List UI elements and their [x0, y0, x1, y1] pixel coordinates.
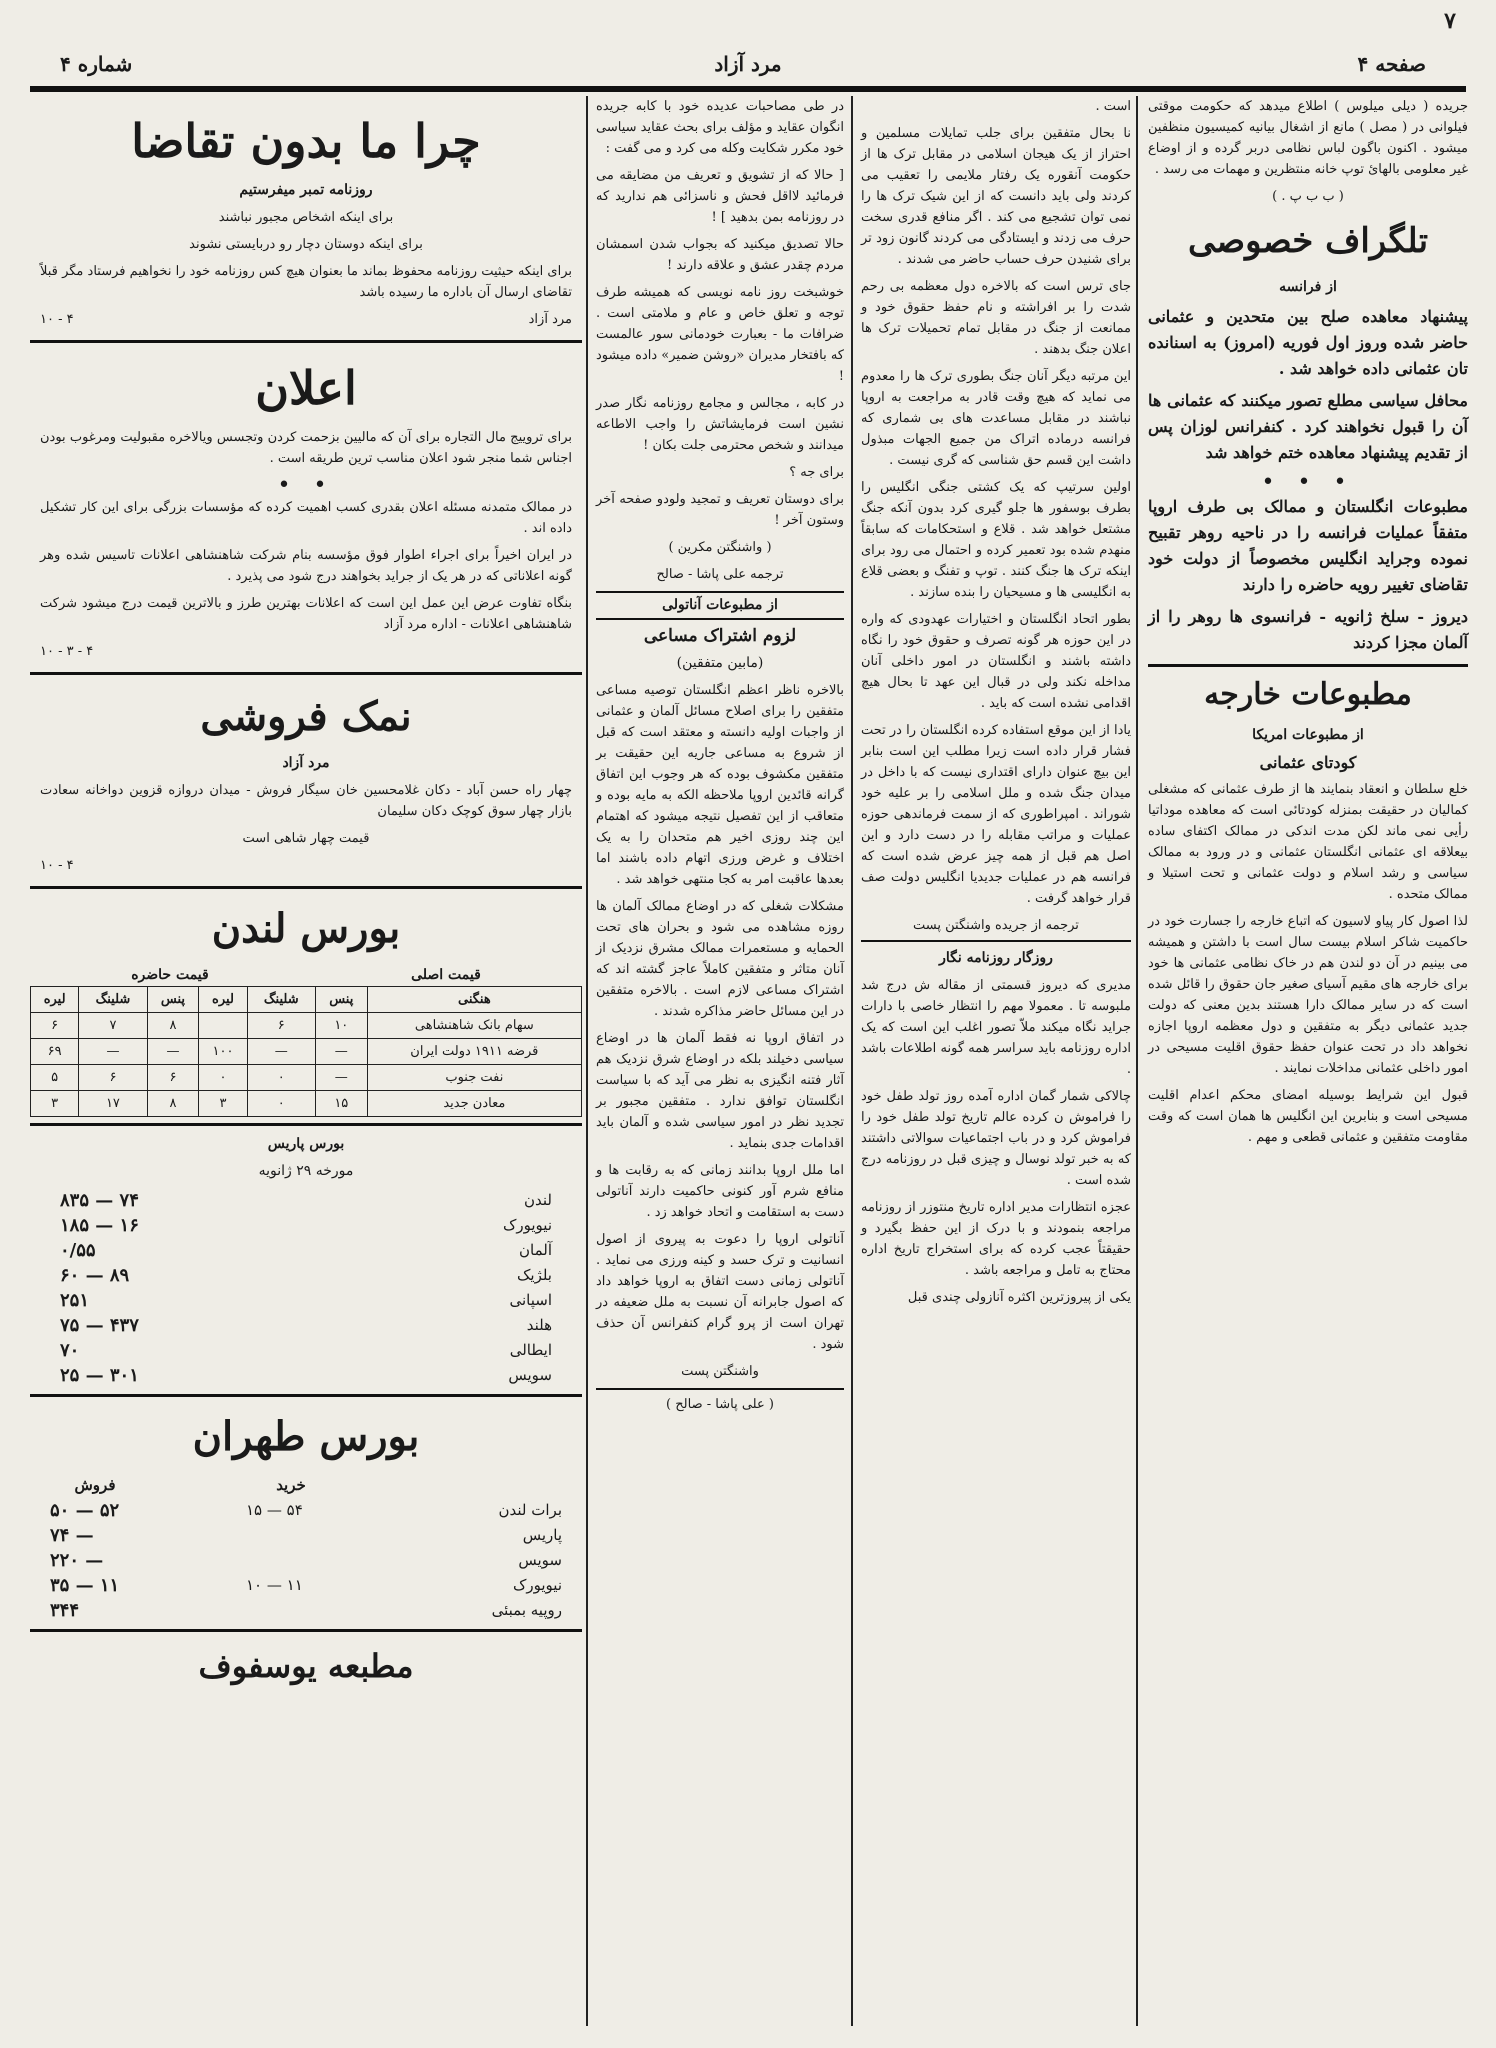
salt-headline: نمک فروشی — [200, 693, 412, 740]
paragraph: اولین سرتیپ که یک کشتی جنگی انگلیس را بطرف بوسفور ها جلو گیری کرد بدون آنکه جنگ مشتعل خواهد شد . قلاع و استحکامات که سابقاً منهدم شده بود تعمیر کرده و احتمال می رود برای اینکه ترک ها جنگ کنند . توپ و تفنگ و بعضی قلاع به انگلیسی ها و مسیحیان را بنده سازند . — [861, 480, 1131, 600]
rate: ۱۸۵ — ۱۶ — [60, 1215, 139, 1236]
table-cell: — — [79, 1039, 147, 1065]
page-number: صفحه ۴ — [1357, 52, 1426, 76]
paragraph: در طی مصاحبات عدیده خود با کابه جریده انگوان عقاید و مؤلف برای بحث عقاید سیاسی خود مکرر شکایت وکله می کرد و می گفت : — [596, 99, 844, 156]
column-4 — [30, 96, 582, 2026]
rate: ۲۵۱ — [60, 1290, 90, 1311]
city: هلند — [526, 1316, 552, 1334]
rate: ۲۵ — ۳۰۱ — [60, 1365, 139, 1386]
city: آلمان — [519, 1241, 552, 1259]
list-item — [30, 1498, 582, 1523]
paragraph: نا بحال متفقین برای جلب تمایلات مسلمین و احتراز از یک هیجان اسلامی در مقابل ترک ها از حکومت آنقوره یک رفتار ملایمی را تعقیب می کردند ولی باید دانست که از این شیک ترک ها را نمی توان تشجیع می کند . اگر منافع قدری سخت حرف می زدند و ایستادگی می کردند گانون زود تر برای شنیدن حرف حساب حاضر می شدند . — [861, 126, 1131, 267]
sell-rate: ۵۰ — ۵۲ — [50, 1500, 120, 1521]
article-subtitle: (مابین متفقین) — [676, 655, 764, 671]
paragraph: این مرتبه دیگر آنان جنگ بطوری ترک ها را معدوم می نماید که هیچ وقت قادر به مراجعت به اروپا نباشند در مقابل مساعدت های بی شماری که فرانسه درماده اتراک من جمیع الجهات مبذول داشت این قسم حق شناسی که گری نیست . — [861, 369, 1131, 468]
corner-mark: ۷ — [1444, 8, 1456, 34]
foreign-press-headline: مطبوعات خارجه — [1204, 677, 1412, 712]
advertisement-notice — [30, 343, 582, 675]
notice-headline: چرا ما بدون تقاضا — [131, 114, 481, 168]
table-cell: ۶۹ — [31, 1039, 79, 1065]
buy-rate — [246, 1550, 336, 1571]
paragraph: است . — [1095, 99, 1131, 114]
sell-rate: ۲۲۰ — — [50, 1550, 104, 1571]
paragraph: آناتولی اروپا را دعوت به پیروی از اصول انسانیت و ترک حسد و کینه ورزی می نماید . آناتولی زمانی دست اتفاق به اروپا خواهد داد که اصول جابرانه آن نسبت به ملل ضعیفه در تهران است از پرو گرام کنفرانس آن حذف شود . — [596, 1232, 844, 1352]
table-row — [31, 1091, 582, 1117]
table-cell: ۱۰ — [315, 1013, 367, 1039]
paragraph: مطبوعات انگلستان و ممالک بی طرف اروپا متفقاً عملیات فرانسه را در ناحیه روهر تقبیح نموده وجراید انگلیس مخصوصاً از دولت خود تقاضای تغییر رویه حاضره را دارند — [1148, 497, 1468, 594]
column-header: پنس — [147, 987, 199, 1013]
source-credit: ترجمه از جریده واشنگتن پست — [861, 915, 1131, 942]
item: نیویورک — [512, 1576, 562, 1594]
city: سویس — [508, 1366, 552, 1384]
table-cell: ۳ — [31, 1091, 79, 1117]
separator-dots: • • • — [1261, 470, 1355, 495]
buy-rate — [246, 1525, 336, 1546]
list-item — [30, 1213, 582, 1238]
paragraph: بطور اتحاد انگلستان و اختیارات عهدودی که واره در این حوزه هر گونه تصرف و حقوق خود را نگاه داشته باشند و انگلستان در امور داخلی آنان مداخله نکند ولی در قبال این عهد تا بحال هیچ اقدامی نشده است که باید . — [861, 612, 1131, 711]
translator-credit: ( علی پاشا - صالح ) — [596, 1388, 844, 1415]
table-cell: ۶ — [79, 1065, 147, 1091]
paris-date: مورخه ۲۹ ژانویه — [258, 1163, 354, 1179]
list-item — [30, 1263, 582, 1288]
table-cell: ۰ — [199, 1065, 247, 1091]
paragraph: جای ترس است که بالاخره دول معظمه بی رحم شدت را بر افراشته و نام حفظ حقوق خود و ممانعت از جنگ در مقابل تمام تحمیلات ترک ها اعلان جنگ بدهند . — [861, 279, 1131, 357]
paragraph: چالاکی شمار گمان اداره آمده روز تولد طفل خود را فراموش ن کرده عالم تاریخ تولد طفل خود را فراموش کرد و در باب اجتماعیات سوالاتی داشتند که به خبر تولد نوسال و چیزی قبل در روزنامه درج شده است . — [861, 1089, 1131, 1188]
current-price-label: قیمت حاضره — [131, 967, 209, 983]
list-item — [30, 1188, 582, 1213]
london-table — [30, 986, 582, 1117]
table-cell: ۵ — [31, 1065, 79, 1091]
list-item — [30, 1238, 582, 1263]
table-cell: — — [315, 1065, 367, 1091]
city: نیویورک — [502, 1216, 552, 1234]
item: سویس — [518, 1551, 562, 1569]
table-row — [31, 1065, 582, 1091]
ad-number: ۱۰ - ۳ - ۴ — [40, 644, 94, 659]
paragraph: دیروز - سلخ ژانویه - فرانسوی ها روهر را از آلمان مجزا کردند — [1148, 604, 1468, 667]
paris-bourse — [30, 1126, 582, 1397]
paragraph: جریده ( دیلی میلوس ) اطلاع میدهد که حکومت موقتی فیلوانی در ( مصل ) مانع از اشغال بیانیه کمیسیون منظفین میشود . اکنون باگون لباس نظامی دربر گرده و از اوضاع غیر معلومی بالهائ توپ خانه منتظرین و مهمات می رسد . — [1148, 99, 1468, 177]
article-title: لزوم اشتراک مساعی — [643, 626, 797, 646]
table-cell — [199, 1013, 247, 1039]
table-header-row — [31, 987, 582, 1013]
paragraph: برای دوستان تعریف و تمجید ولودو صفحه آخر وستون آخر ! — [596, 492, 844, 528]
paragraph: بنگاه تفاوت عرض این عمل این است که اعلانات بهترین طرز و بالاترین قیمت درج میشود شرکت شاهنشاهی اعلانات - اداره مرد آزاد — [40, 596, 572, 632]
column-header: پنس — [315, 987, 367, 1013]
table-cell: ۱۵ — [315, 1091, 367, 1117]
paragraph: مدیری که دیروز قسمتی از مقاله ش درج شد ملبوسه تا . معمولا مهم را انتظار خاصی با دارات جراید نگاه میکند ملاّ تصور اغلب این است که یک اداره روزنامه باید سراسر همه گونه اطلاعات باشد . — [861, 978, 1131, 1077]
salt-number: ۱۰ - ۴ — [40, 858, 74, 873]
buy-rate — [246, 1600, 336, 1621]
table-cell: قرضه ۱۹۱۱ دولت ایران — [367, 1039, 581, 1065]
tehran-headline: بورس طهران — [192, 1413, 420, 1460]
original-price-label: قیمت اصلی — [411, 967, 481, 983]
list-item — [30, 1338, 582, 1363]
list-item — [30, 1598, 582, 1623]
paragraph: خلع سلطان و انعقاد بنمایند ها از طرف عثمانی که مشغلی کمالیان در حقیقت بمنزله کودتائی است که معاهده موداتیا رأیی نمی ماند لکن مدت اندکی در ممالک اکتفای ساده بیعلاقه ای عثمانی انگلستان عثمانی و در ورود به ممالک سیاسی و رشد اسلام و دولت عثمانی و تحت استیلا و ممالک متحده . — [1148, 782, 1468, 902]
salt-sales-notice — [30, 675, 582, 889]
paragraph: چهار راه حسن آباد - دکان غلامحسین خان سیگار فروش - میدان دروازه قزوین دواخانه سعادت بازار چهار سوق کوچک دکان سلیمان — [40, 783, 572, 819]
column-divider — [586, 96, 588, 2026]
paragraph: برای تروییج مال التجاره برای آن که مالیین بزحمت کردن وتجسس ویالاخره مقبولیت ومرغوب بودن اجناس شما منجر شود اعلان مناسب ترین طریقه است . — [40, 430, 572, 466]
paragraph: عجزه انتظارات مدیر اداره تاریخ منتوزر از روزنامه مراجعه بنمودند و با درک از این حفظ بگیرد و حقیقتاً عجب کرده که برای استخراج تاریخ اداره محتاج به تامل و مراجعه باشد . — [861, 1200, 1131, 1278]
table-cell: ۳ — [199, 1091, 247, 1117]
list-item — [30, 1573, 582, 1598]
table-cell: — — [247, 1039, 315, 1065]
salt-subtitle: مرد آزاد — [282, 755, 330, 771]
paragraph: [ حالا که از تشویق و تعریف من مضایقه می فرمائید لااقل فحش و ناسزائی هم ندارید که در روزنامه بمن بدهید ] ! — [596, 168, 844, 225]
sell-rate: ۳۵ — ۱۱ — [50, 1575, 120, 1596]
salt-price: قیمت چهار شاهی است — [242, 831, 370, 846]
paper-name: مرد آزاد — [714, 52, 782, 76]
list-item — [30, 1288, 582, 1313]
paragraph: در اتفاق اروپا نه فقط آلمان ها در اوضاع سیاسی دخیلند بلکه در اوضاع شرق نزدیک هم آثار فتنه انگیزی به نظر می آید که با سیاست انگلستان توافق ندارد . متفقین مجبور بر تجدید نظر در امور سیاسی شده و آلمان باید اقدامات جدی بنماید . — [596, 1031, 844, 1151]
foreign-press-subtitle: از مطبوعات آناتولی — [596, 591, 844, 620]
source-credit: واشنگتن پست — [681, 1364, 759, 1379]
table-cell: ۸ — [147, 1091, 199, 1117]
separator-dots: • • — [277, 473, 335, 498]
foreign-press-subtitle: از مطبوعات امریکا — [1252, 727, 1364, 743]
paragraph: حالا تصدیق میکنید که بجواب شدن اسمشان مردم چقدر عشق و علاقه دارند ! — [596, 237, 844, 273]
table-cell: ۰ — [247, 1065, 315, 1091]
private-telegram-headline: تلگراف خصوصی — [1187, 221, 1429, 261]
buy-label: خرید — [276, 1476, 306, 1494]
table-cell: ۷ — [79, 1013, 147, 1039]
sell-rate: ۳۴۴ — [50, 1600, 80, 1621]
table-cell: ۱۷ — [79, 1091, 147, 1117]
london-bourse — [30, 889, 582, 1126]
table-cell: نفت جنوب — [367, 1065, 581, 1091]
column-header: شلینگ — [79, 987, 147, 1013]
ad-headline: اعلان — [255, 361, 357, 415]
paragraph: قبول این شرایط بوسیله امضای محکم اعدام اقلیت مسیحی است و بنابرین این انگلیس ها همان است که وقت مقاومت متفقین و عثمانی قطعی و مهم . — [1148, 1088, 1468, 1145]
table-cell: ۰ — [247, 1091, 315, 1117]
buy-rate: ۱۵ — ۵۴ — [246, 1501, 303, 1519]
paragraph: لذا اصول کار پیاو لاسیون که اتباع خارجه را جسارت خود در حاکمیت شاکر اسلام بیست سال است با داشتن و همیشه می بینیم در آن دو لندن هم در خاک نظامی عثمانی ها خود برای خارجه های مقیم آسیای صغیر جان حقوق را قائل شده است که در سایر ممالک دارا هستند بدین معنی که دولت جدید عثمانی دیگر به متفقین و دول معظمه اروپا اجازه نخواهد داد در تحت عنوان حفظ حقوق اقلیت مسیحی در امور داخلی عثمانی مداخلات نمایند . — [1148, 914, 1468, 1076]
notice-line: برای اینکه دوستان دچار رو دربایستی نشوند — [189, 237, 423, 252]
item: پاریس — [522, 1526, 562, 1544]
city: لندن — [524, 1191, 552, 1209]
article-title: کودتای عثمانی — [1259, 753, 1357, 772]
paris-title: بورس پاریس — [267, 1136, 345, 1152]
top-rule — [30, 90, 1466, 92]
table-cell: ۸ — [147, 1013, 199, 1039]
item: برات لندن — [498, 1501, 562, 1519]
table-cell: ۶ — [247, 1013, 315, 1039]
city: ایطالی — [509, 1341, 552, 1359]
paragraph: در کابه ، مجالس و مجامع روزنامه نگار صدر نشین است فرمایشاتش را واجب الاطاعه میدانند و شخص محترمی جلت بکان ! — [596, 396, 844, 453]
paragraph: پیشنهاد معاهده صلح بین متحدین و عثمانی حاضر شده وروز اول فوریه (امروز) به اسنانده تان عثمانی داده خواهد شد . — [1148, 307, 1468, 378]
rate: ۷۰ — [60, 1340, 80, 1361]
table-row — [31, 1013, 582, 1039]
paragraph: خوشبخت روز نامه نویسی که همیشه طرف توجه و تعلق خاص و عام و ملامتی است . ضرافات ما - بعبارت خودمانی سور عالمست که بافتخار مدیران «روشن ضمیر» داده میشود ! — [596, 285, 844, 384]
paragraph: اما ملل اروپا بدانند زمانی که به رقابت ها و منافع شرم آور کنونی حاکمیت دارند آناتولی دست به استقامت و اتحاد خواهد زد . — [596, 1163, 844, 1220]
notice-signature — [40, 309, 572, 330]
price-headers — [30, 965, 582, 986]
printer-name: مطبعه یوسفوف — [198, 1647, 414, 1685]
dateline: از فرانسه — [1279, 279, 1337, 295]
table-cell: — — [315, 1039, 367, 1065]
list-item — [30, 1313, 582, 1338]
notice-line: برای اینکه اشخاص مجبور نباشند — [218, 210, 394, 225]
issue-number: شماره ۴ — [60, 52, 133, 76]
city: اسپانی — [509, 1291, 552, 1309]
sell-label: فروش — [74, 1476, 116, 1494]
masthead — [30, 48, 1466, 90]
rate: ۷۵ — ۴۳۷ — [60, 1315, 139, 1336]
rate: ۰/۵۵ — [60, 1240, 96, 1261]
list-item — [30, 1548, 582, 1573]
column-header: شلینگ — [247, 987, 315, 1013]
list-item — [30, 1363, 582, 1388]
paragraph: یکی از پیروزترین اکثره آنازولی چندی قبل — [907, 1290, 1131, 1305]
column-header: لیره — [199, 987, 247, 1013]
sell-rate: ۷۴ — — [50, 1525, 94, 1546]
article-title: روزگار روزنامه نگار — [939, 950, 1053, 966]
london-headline: بورس لندن — [211, 905, 401, 952]
table-cell: ۶ — [147, 1065, 199, 1091]
signature-name: مرد آزاد — [528, 312, 572, 327]
paragraph: در ممالک متمدنه مسئله اعلان بقدری کسب اهمیت کرده که مؤسسات بزرگی برای این کار تشکیل داده اند . — [40, 500, 572, 536]
table-cell: معادن جدید — [367, 1091, 581, 1117]
paragraph: یادا از این موقع استفاده کرده انگلستان را در تحت فشار قرار داده است زیرا مطلب این است بنابر این بیچ عنوان دارای اقتداری نیست که با داخل در میدان جنگ شده و ملل اسلامی را بر علیه خود شوراند . امپراطوری که از سمت فرماندهی حوزه عملیات و مراتب مقابله را در دست دارد و این اصل هم قبل از همه چیز عرض شده است که فرانسه هم در عملیات جدیدیا انگلیس دولت صف قرار خواهد گرفت . — [861, 723, 1131, 906]
column-header: هنگنی — [367, 987, 581, 1013]
table-cell: ۶ — [31, 1013, 79, 1039]
buy-rate: ۱۰ — ۱۱ — [246, 1576, 303, 1594]
tehran-bourse — [30, 1397, 582, 1632]
rate: ۸۳۵ — ۷۴ — [60, 1190, 139, 1211]
table-cell: ۱۰۰ — [199, 1039, 247, 1065]
tehran-header-row — [30, 1473, 582, 1498]
paragraph: بالاخره ناظر اعظم انگلستان توصیه مساعی متفقین را برای اصلاح مسائل آلمان و عثمانی از واجبات اولیه دانسته و معتقد است که قبل از شروع به مساعی جاریه این حقیقت بر متفقین مکشوف بوده که هر وجوب این اتفاق گرانه قائدین اروپا ملاحظه الکه به مایه بوده و متعاقب از این تفصیل نتیجه میشود که اهتمام این چند روزی اخیر هم متحدان را به یک اختلاف و غرض ورزی اتهام داده باشند اما بعدها عاقبت امر به کجا منتهی خواهد شد . — [596, 683, 844, 887]
paragraph: مشکلات شغلی که در اوضاع ممالک آلمان ها روزه مشاهده می شود و بحران های تحت الحمایه و مستعمرات ممالک مشرق نزدیک از آنان متاثر و متفقین کاملاً عاجز گشته اند که اشتراک مساعی لازم است . بالاخره متفقین در این مسائل حاضر مذاکره شدند . — [596, 899, 844, 1019]
column-divider — [851, 96, 853, 2026]
column-header: لیره — [31, 987, 79, 1013]
translator-credit: ترجمه علی پاشا - صالح — [656, 567, 784, 582]
source-credit: ( واشنگتن مکرین ) — [668, 540, 772, 555]
list-item — [30, 1523, 582, 1548]
table-cell: — — [147, 1039, 199, 1065]
news-agency: ( ب ب پ . ) — [1272, 189, 1344, 204]
city: بلژیک — [516, 1266, 552, 1284]
item: روپیه بمبئی — [491, 1601, 562, 1619]
table-cell: سهام بانک شاهنشاهی — [367, 1013, 581, 1039]
column-1 — [1140, 96, 1476, 2026]
paragraph: در ایران اخیراً برای اجراء اطوار فوق مؤسسه بنام شرکت شاهنشاهی اعلانات تاسیس شده وهر گونه اعلاناتی که در هر یک از جراید بخواهند درج شود می پذیرد . — [40, 548, 572, 584]
rate: ۶۰ — ۸۹ — [60, 1265, 130, 1286]
paragraph: محافل سیاسی مطلع تصور میکنند که عثمانی ها آن را قبول نخواهند کرد . کنفرانس لوزان پس از تقدیم پیشنهاد معاهده ختم خواهد شد — [1148, 391, 1468, 462]
paragraph: برای جه ؟ — [789, 465, 844, 480]
column-2 — [855, 96, 1137, 2026]
notice-subtitle: روزنامه تمبر میفرستیم — [239, 182, 373, 198]
notice-why-we-send — [30, 96, 582, 343]
table-row — [31, 1039, 582, 1065]
signature-number: ۴ - ۱۰ — [40, 312, 74, 327]
column-3 — [590, 96, 850, 2026]
notice-line: برای اینکه حیثیت روزنامه محفوظ بماند ما بعنوان هیچ کس روزنامه خود را نخواهیم فرستاد مگر قبلاً تقاضای ارسال آن باداره ما رسیده باشد — [40, 264, 572, 300]
